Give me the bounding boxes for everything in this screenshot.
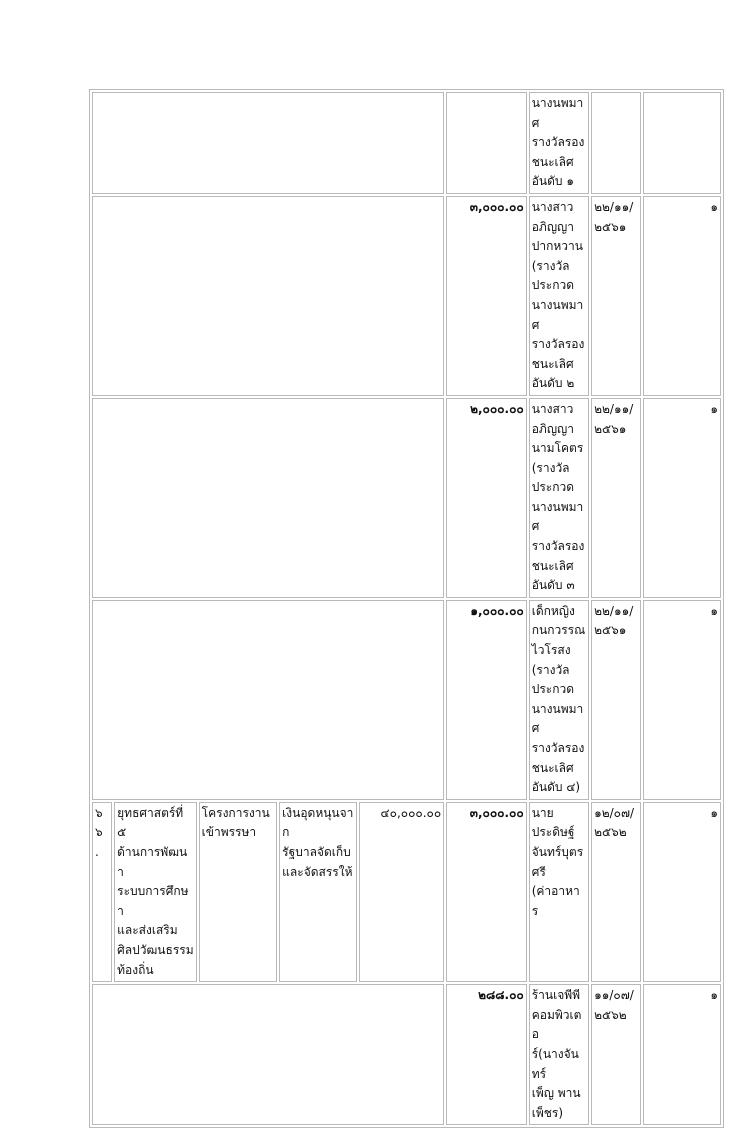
amount-cell: ๑,๐๐๐.๐๐ <box>446 600 527 800</box>
date-cell <box>591 92 641 194</box>
date-cell: ๒๒/๑๑/ ๒๕๖๑ <box>591 196 641 396</box>
table-row <box>92 92 721 194</box>
empty-merged-cell <box>92 600 444 800</box>
empty-merged-cell <box>92 398 444 598</box>
recipient-cell: นางนพมาศ รางวัลรอง ชนะเลิศ อันดับ ๑ <box>529 92 589 194</box>
recipient-cell: นาย ประดิษฐ์ จันทร์บุตร ศรี (ค่าอาหาร <box>529 802 589 982</box>
empty-merged-cell <box>92 92 444 194</box>
amount-cell: ๒๘๘.๐๐ <box>446 984 527 1125</box>
strategy-cell: ยุทธศาสตร์ที่ ๕ ด้านการพัฒนา ระบบการศึกษา และส่งเสริม ศิลปวัฒนธรรม ท้องถิ่น <box>114 802 197 982</box>
empty-merged-cell <box>92 984 444 1125</box>
table-row <box>92 802 721 982</box>
budget-cell: ๔๐,๐๐๐.๐๐ <box>359 802 445 982</box>
disbursement-table <box>89 89 724 1128</box>
empty-merged-cell <box>92 196 444 396</box>
table-row <box>92 196 721 396</box>
amount-cell: ๒,๐๐๐.๐๐ <box>446 398 527 598</box>
table-row <box>92 398 721 598</box>
amount-cell: ๓,๐๐๐.๐๐ <box>446 196 527 396</box>
count-cell <box>643 92 721 194</box>
count-cell: ๑ <box>643 600 721 800</box>
amount-cell <box>446 92 527 194</box>
table-row <box>92 984 721 1125</box>
count-cell: ๑ <box>643 398 721 598</box>
recipient-cell: นางสาว อภิญญา นามโคตร (รางวัล ประกวด นางนพมาศ รางวัลรอง ชนะเลิศ อันดับ ๓ <box>529 398 589 598</box>
count-cell: ๑ <box>643 984 721 1125</box>
item-number-cell: ๖๖ . <box>92 802 112 982</box>
date-cell: ๑๑/๐๗/ ๒๕๖๒ <box>591 984 641 1125</box>
table-row <box>92 600 721 800</box>
date-cell: ๒๒/๑๑/ ๒๕๖๑ <box>591 398 641 598</box>
recipient-cell: ร้านเจพีพี คอมพิวเตอ ร์(นางจันทร์ เพ็ญ พาน เพ็ชร) <box>529 984 589 1125</box>
date-cell: ๑๒/๐๗/ ๒๕๖๒ <box>591 802 641 982</box>
count-cell: ๑ <box>643 802 721 982</box>
amount-cell: ๓,๐๐๐.๐๐ <box>446 802 527 982</box>
count-cell: ๑ <box>643 196 721 396</box>
project-cell: โครงการงาน เข้าพรรษา <box>199 802 278 982</box>
date-cell: ๒๒/๑๑/ ๒๕๖๑ <box>591 600 641 800</box>
funding-source-cell: เงินอุดหนุนจาก รัฐบาลจัดเก็บ และจัดสรรให้ <box>279 802 357 982</box>
recipient-cell: เด็กหญิง กนกวรรณ ไวโรสง (รางวัล ประกวด นางนพมาศ รางวัลรอง ชนะเลิศ อันดับ ๔) <box>529 600 589 800</box>
recipient-cell: นางสาว อภิญญา ปากหวาน (รางวัล ประกวด นางนพมาศ รางวัลรอง ชนะเลิศ อันดับ ๒ <box>529 196 589 396</box>
